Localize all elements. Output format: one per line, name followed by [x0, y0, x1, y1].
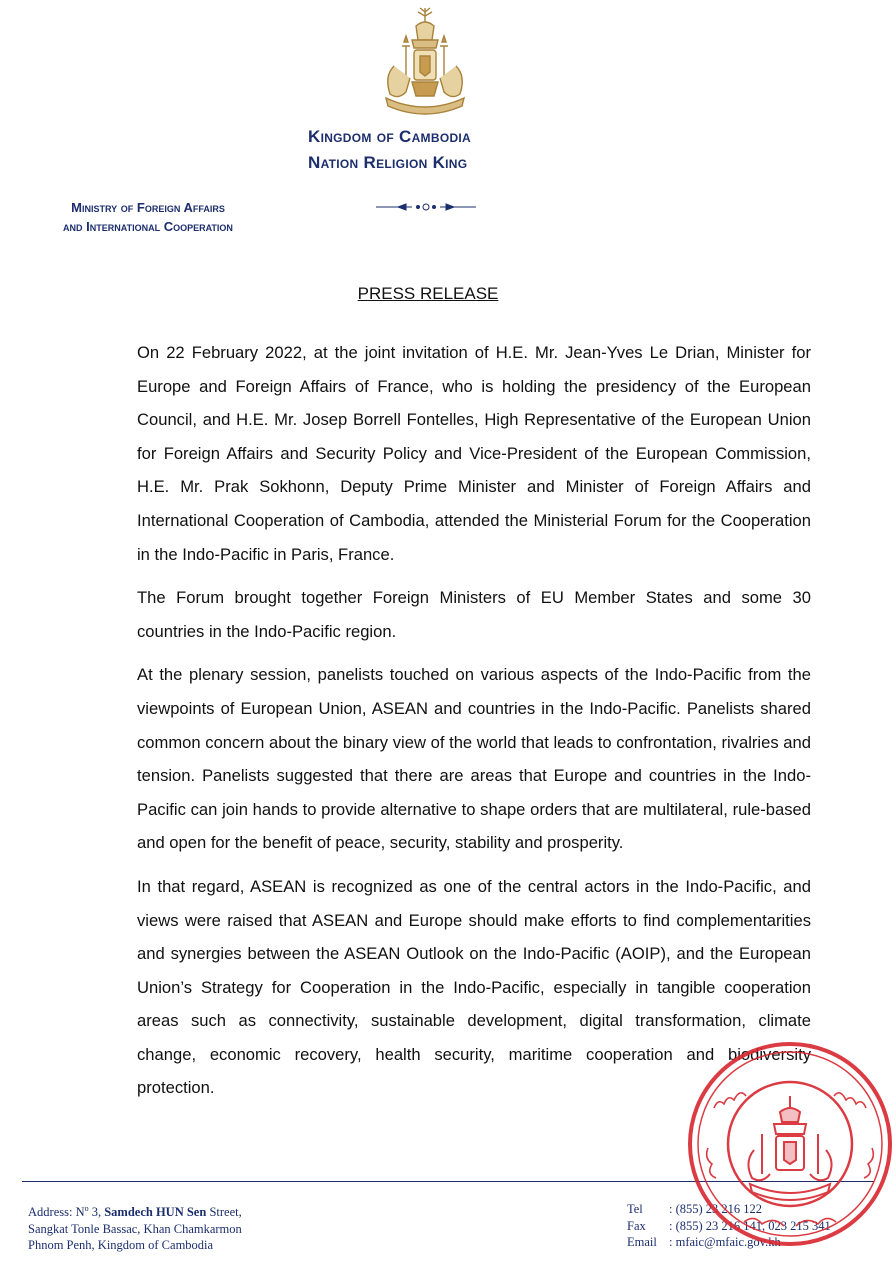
- document-body: [137, 336, 811, 1115]
- fax-value: : (855) 23 216 141, 023 215 341: [669, 1218, 831, 1233]
- ministry-line-1: Ministry of Foreign Affairs: [71, 200, 225, 215]
- royal-coat-of-arms-emblem: [376, 6, 474, 118]
- address-no-superscript: o: [84, 1204, 89, 1213]
- address-line-2: Sangkat Tonle Bassac, Khan Chamkarmon: [28, 1221, 242, 1236]
- footer-address: [28, 1201, 242, 1254]
- official-red-seal-stamp: [684, 1038, 896, 1250]
- ministry-heading: [18, 198, 278, 236]
- address-prefix: Address: N: [28, 1205, 85, 1220]
- document-title: PRESS RELEASE: [357, 284, 499, 303]
- paragraph: On 22 February 2022, at the joint invitation of H.E. Mr. Jean-Yves Le Drian, Minister for Europe and Foreign Affairs of France, who is holding the presidency of the European Council, and H.E. Mr. Josep Borrell Fontelles, High Representative of the European Union for Foreign Affairs and Security Policy and Vice-President of the European Commission, H.E. Mr. Prak Sokhonn, Deputy Prime Minister and Minister of Foreign Affairs and International Cooperation of Cambodia, attended the Ministerial Forum for the Cooperation in the Indo-Pacific in Paris, France.: [137, 343, 811, 564]
- address-number: 3,: [88, 1205, 105, 1220]
- address-line-1: [28, 1201, 242, 1221]
- fax-label: Fax: [627, 1218, 646, 1233]
- motto-line: Nation Religion King: [308, 153, 468, 172]
- address-street-name: Samdech HUN Sen: [104, 1205, 207, 1220]
- tel-label: Tel: [627, 1202, 643, 1216]
- email-value[interactable]: : mfaic@mfaic.gov.kh: [669, 1235, 781, 1250]
- decorative-divider-ornament: [376, 200, 476, 214]
- email-label: Email: [627, 1235, 657, 1250]
- address-street-suffix: Street,: [206, 1205, 242, 1220]
- tel-value: : (855) 23 216 122: [669, 1202, 763, 1216]
- kingdom-heading: [308, 124, 568, 176]
- kingdom-line: Kingdom of Cambodia: [308, 127, 472, 146]
- ministry-line-2: and International Cooperation: [63, 219, 233, 234]
- address-line-3: Phnom Penh, Kingdom of Cambodia: [28, 1238, 214, 1253]
- paragraph: At the plenary session, panelists touched on various aspects of the Indo-Pacific from the viewpoints of European Union, ASEAN and countries in the Indo-Pacific. Panelists shared common concern about the binary view of the world that leads to confrontation, rivalries and tension. Panelists suggested that there are areas that Europe and countries in the Indo-Pacific can join hands to provide alternative to shape orders that are multilateral, rule-based and open for the benefit of peace, security, stability and prosperity.: [137, 665, 811, 853]
- paragraph: In that regard, ASEAN is recognized as one of the central actors in the Indo-Pacific, and views were raised that ASEAN and Europe should make efforts to find complementarities and synergies between the ASEAN Outlook on the Indo-Pacific (AOIP), and the European Union’s Strategy for Cooperation in the Indo-Pacific, especially in tangible cooperation areas such as connectivity, sustainable development, digital transformation, climate change, economic recovery, health security, maritime cooperation and biodiversity protection.: [137, 876, 811, 1098]
- paragraph: The Forum brought together Foreign Ministers of EU Member States and some 30 countries in the Indo-Pacific region.: [137, 588, 811, 641]
